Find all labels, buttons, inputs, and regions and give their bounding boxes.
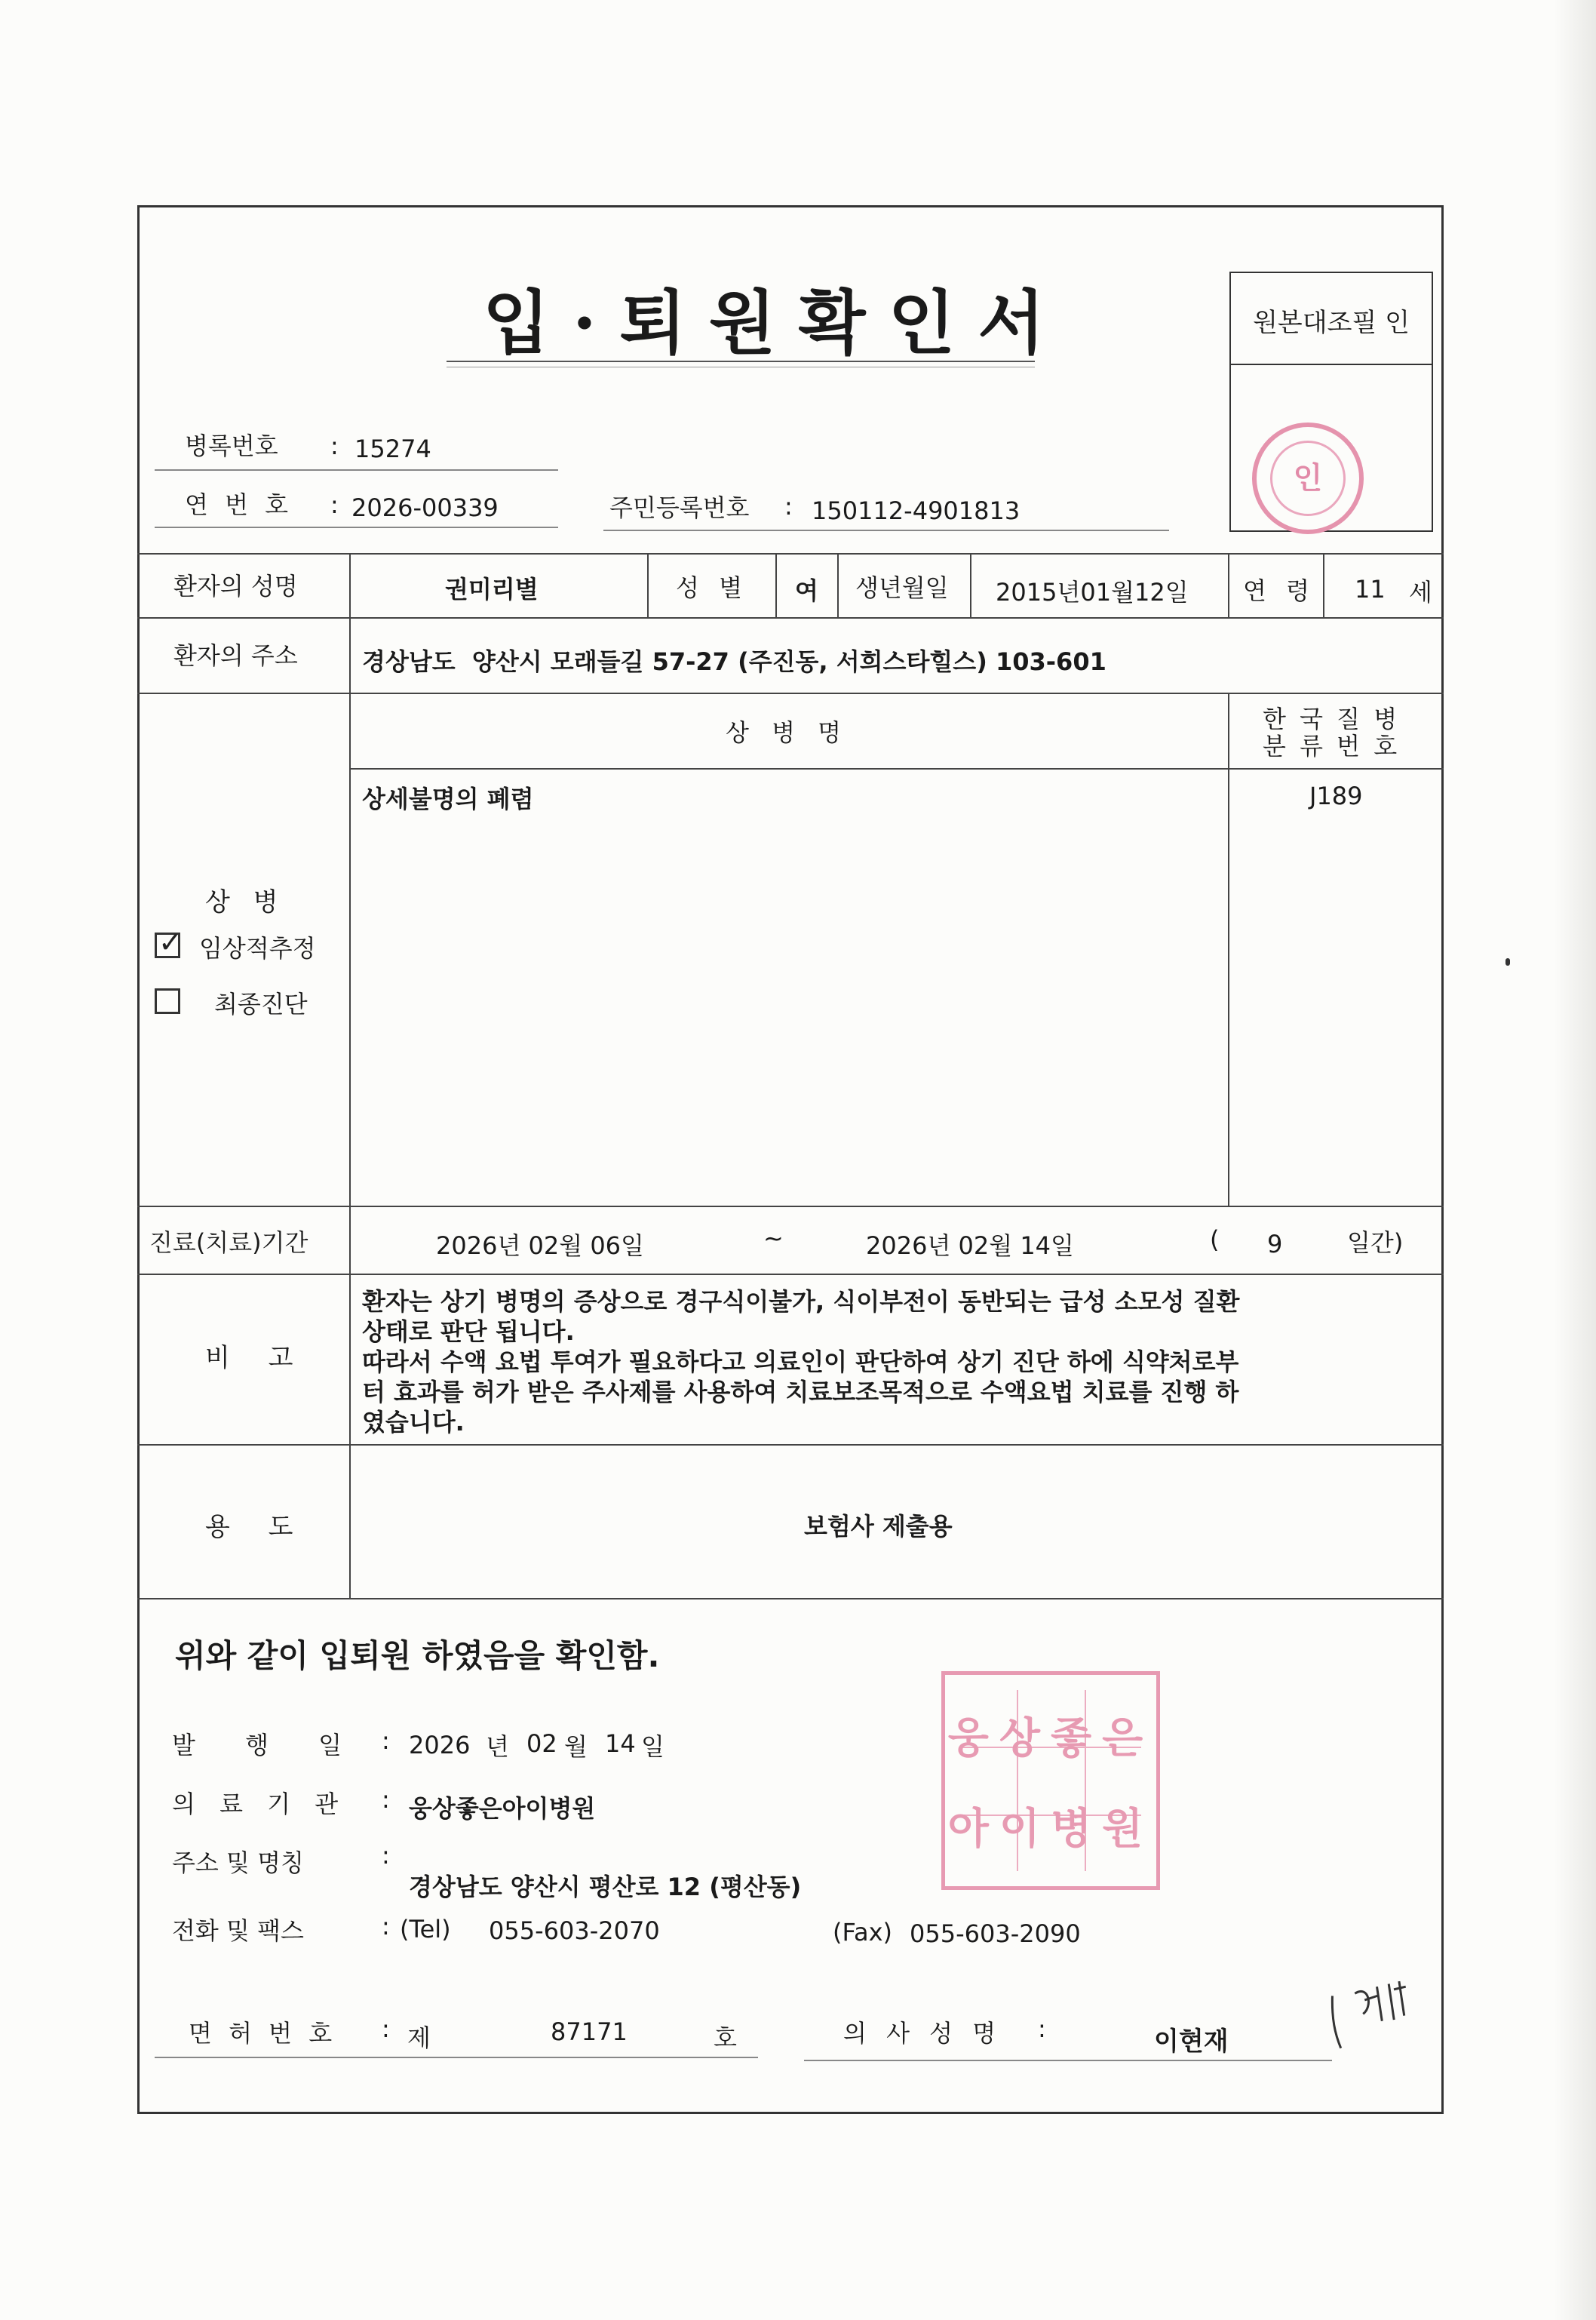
hospital-seal-stamp [941, 1671, 1160, 1890]
col-line-label [349, 553, 351, 1598]
period-days: 9 [1267, 1230, 1283, 1258]
issue-date-colon: : [382, 1726, 390, 1755]
remarks-label: 비 고 [205, 1343, 308, 1373]
license-label: 면 허 번 호 [189, 2019, 337, 2048]
issue-year-unit: 년 [486, 1732, 509, 1761]
license-colon: : [382, 2014, 390, 2043]
period-label: 진료(치료)기간 [149, 1228, 308, 1257]
institution-address: 경상남도 양산시 평산로 12 (평산동) [409, 1873, 802, 1901]
col-line-sex-label [647, 553, 649, 617]
col-line-sex [775, 553, 777, 617]
issue-month-unit: 월 [564, 1732, 588, 1761]
doctor-name: 이현재 [1154, 2027, 1229, 2057]
remarks-line-1: 환자는 상기 병명의 증상으로 경구식이불가, 식이부전이 동반되는 급성 소모성 질환 [362, 1287, 1240, 1316]
title-underline [447, 361, 1035, 362]
institution-colon: : [382, 1785, 390, 1814]
purpose-value: 보험사 제출용 [804, 1512, 953, 1541]
round-seal-stamp [1252, 423, 1364, 534]
fax-value: 055-603-2090 [910, 1919, 1081, 1948]
dob-value: 2015년01월12일 [996, 578, 1189, 607]
resident-no-underline [603, 530, 1169, 531]
serial-no-value: 2026-00339 [351, 493, 499, 522]
clinical-label: 임상적추정 [199, 934, 316, 963]
issue-day-unit: 일 [641, 1732, 664, 1761]
sex-label: 성 별 [676, 573, 748, 602]
check-icon: ✓ [158, 926, 183, 959]
period-tilde: ~ [763, 1224, 784, 1252]
license-number: 87171 [551, 2017, 628, 2046]
chart-no-label: 병록번호 [185, 432, 278, 460]
age-value: 11 [1355, 575, 1386, 604]
issue-month: 02 [526, 1729, 557, 1758]
kcd-header-line1: 한 국 질 병 [1263, 705, 1401, 733]
doctor-colon: : [1038, 2014, 1046, 2043]
serial-no-underline [155, 527, 558, 528]
address-name-colon: : [382, 1841, 390, 1870]
period-end: 2026년 02월 14일 [866, 1231, 1074, 1260]
age-unit: 세 [1409, 578, 1432, 607]
institution-label: 의 료 기 관 [172, 1790, 339, 1818]
diagnosis-code: J189 [1309, 782, 1363, 810]
patient-name-label: 환자의 성명 [173, 572, 298, 601]
phone-fax-colon: : [382, 1912, 390, 1941]
address-name-label: 주소 및 명칭 [172, 1848, 304, 1877]
license-suffix: 호 [714, 2023, 737, 2052]
tel-value: 055-603-2070 [489, 1916, 660, 1945]
resident-no-label: 주민등록번호 [609, 493, 750, 522]
issue-date-label: 발 행 일 [172, 1731, 342, 1759]
row-line-6 [137, 1598, 1444, 1599]
resident-no-value: 150112-4901813 [812, 496, 1021, 525]
col-line-age [1323, 553, 1324, 617]
dob-label: 생년월일 [855, 573, 949, 602]
final-label: 최종진단 [214, 990, 308, 1019]
row-line-1 [137, 617, 1444, 619]
original-certified-label: 원본대조필 인 [1253, 308, 1410, 338]
purpose-label: 용 도 [205, 1512, 308, 1542]
kcd-header-line2: 분 류 번 호 [1263, 732, 1401, 761]
row-line-4 [137, 1274, 1444, 1275]
row-line-header [349, 768, 1444, 770]
period-days-suffix: 일간) [1347, 1228, 1404, 1257]
remarks-line-3: 따라서 수액 요법 투여가 필요하다고 의료인이 판단하여 상기 진단 하에 식약처로부 [362, 1347, 1239, 1376]
chart-no-colon: : [330, 432, 339, 460]
chart-no-underline [155, 469, 558, 471]
seal-line-1: 웅상좋은 [947, 1714, 1154, 1763]
issue-day: 14 [605, 1729, 636, 1758]
resident-no-colon: : [784, 492, 793, 521]
document-title: 입·퇴원확인서 [483, 282, 1068, 364]
table-top-line [137, 553, 1444, 555]
address-label: 환자의 주소 [173, 641, 298, 670]
issue-year: 2026 [409, 1731, 471, 1759]
remarks-line-4: 터 효과를 허가 받은 주사제를 사용하여 치료보조목적으로 수액요법 치료를 진행 하 [362, 1378, 1239, 1406]
doctor-underline [804, 2060, 1332, 2061]
institution-name: 웅상좋은아이병원 [409, 1794, 596, 1823]
row-line-2 [137, 693, 1444, 694]
seal-line-2: 아이병원 [947, 1805, 1154, 1854]
diagnosis-section-label: 상 병 [205, 887, 286, 917]
fax-label: (Fax) [833, 1918, 892, 1947]
final-checkbox[interactable] [155, 988, 180, 1014]
signature-mark [1323, 1972, 1421, 2057]
confirmation-statement: 위와 같이 입퇴원 하였음을 확인함. [175, 1637, 660, 1674]
box-divider [1231, 364, 1432, 365]
chart-no-value: 15274 [354, 435, 431, 463]
doctor-label: 의 사 성 명 [843, 2019, 1002, 2048]
col-line-age-label [1228, 553, 1229, 617]
col-line-dob [970, 553, 971, 617]
patient-address: 경상남도 양산시 모래들길 57-27 (주진동, 서희스타힐스) 103-601 [362, 647, 1106, 676]
col-line-code [1228, 693, 1229, 1206]
phone-fax-label: 전화 및 팩스 [172, 1916, 304, 1945]
license-underline [155, 2057, 758, 2058]
diagnosis-name-header: 상 병 명 [726, 718, 849, 747]
sex-value: 여 [795, 576, 818, 605]
age-label: 연 령 [1243, 576, 1315, 605]
col-line-dob-label [837, 553, 839, 617]
period-paren: ( [1210, 1225, 1220, 1254]
serial-no-label: 연 번 호 [185, 490, 293, 519]
remarks-line-2: 상태로 판단 됩니다. [362, 1317, 575, 1346]
row-line-5 [137, 1444, 1444, 1446]
license-prefix: 제 [407, 2023, 431, 2052]
remarks-line-5: 였습니다. [362, 1408, 465, 1437]
period-start: 2026년 02월 06일 [436, 1231, 644, 1260]
tel-label: (Tel) [400, 1915, 451, 1944]
patient-name: 권미리별 [445, 575, 539, 604]
row-line-3 [137, 1206, 1444, 1207]
speck [1505, 958, 1510, 966]
diagnosis-name: 상세불명의 폐렴 [362, 785, 534, 813]
serial-no-colon: : [330, 490, 339, 519]
seal-text: 인 [1293, 461, 1323, 496]
page-edge [1554, 0, 1596, 2320]
clinical-checkbox[interactable] [155, 926, 183, 959]
doctor-signature [1323, 1972, 1422, 2066]
